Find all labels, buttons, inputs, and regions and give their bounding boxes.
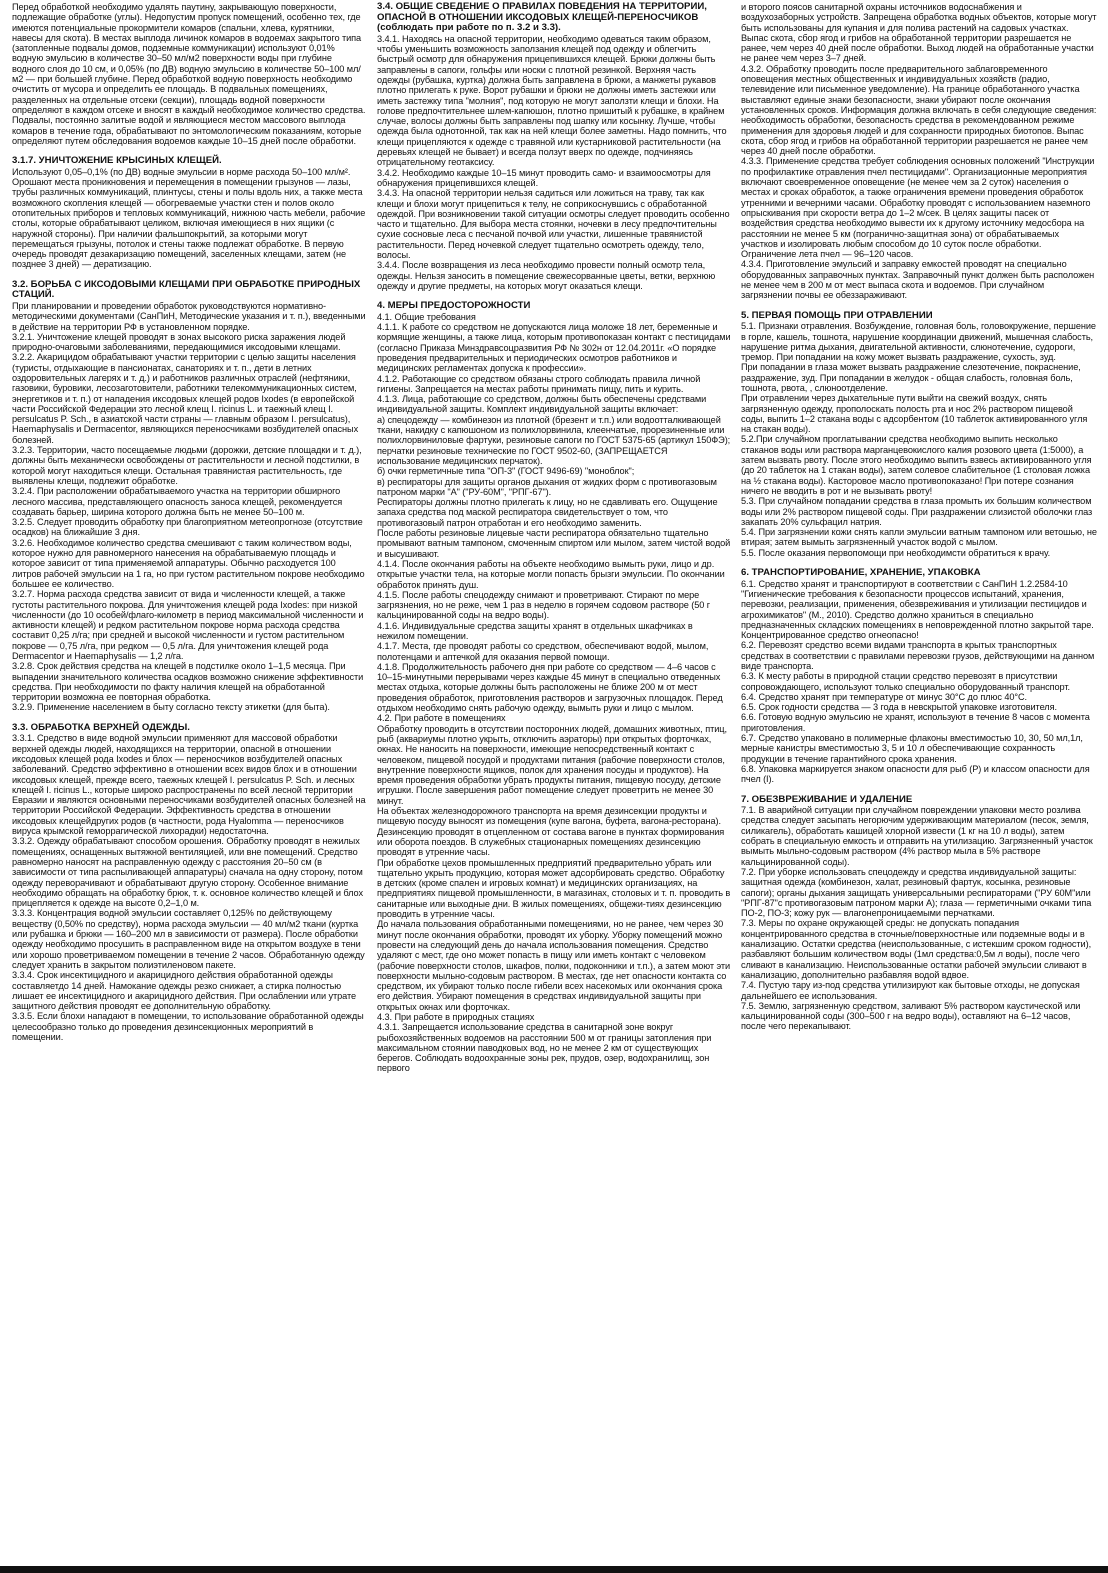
paragraph: 3.2.8. Срок действия средства на клещей в подстилке около 1–1,5 месяца. При выпадении значительного количества осадков возможно снижение эффективности средства. При необходимости по факту наличия клещей на обработанной территории возможна ее повторная обработка. xyxy=(12,661,364,703)
paragraph: 7.1. В аварийной ситуации при случайном повреждении упаковки место розлива средства следует засыпать негорючим удерживающим материалом (песок, земля, силикагель), обработать кашицей хлорной извести (1 кг на 10 л воды), затем собрать в специальную емкость и отправить на утилизацию. Загрязненный участок вымыть мыльно-содовым раствором (4% раствор мыла в 5% растворе кальцинированной соды). xyxy=(741,805,1093,867)
paragraph: 4.1. Общие требования xyxy=(377,311,476,322)
text-column-middle xyxy=(377,2,731,1564)
paragraph: Респираторы должны плотно прилегать к лицу, но не сдавливать его. Ощущение запаха средства под маской респиратора свидетельствует о том, что противогазовый патрон отработан и его необходимо заменить. xyxy=(377,497,718,528)
paragraph: 4.1.1. К работе со средством не допускаются лица моложе 18 лет, беременные и кормящие женщины, а также лица, которым противопоказан контакт с пестицидами (согласно Приказа Минздравсоцразвития РФ № 302н от 12.04.2011г. «О порядке проведения предварительных и периодических осмотров работников и медицинских регламентах допуска к профессии». xyxy=(377,322,731,374)
section-heading: 3.3. ОБРАБОТКА ВЕРХНЕЙ ОДЕЖДЫ. xyxy=(12,721,190,733)
section-heading: 6. ТРАНСПОРТИРОВАНИЕ, ХРАНЕНИЕ, УПАКОВКА xyxy=(741,567,981,579)
paragraph: 6.6. Готовую водную эмульсию не хранят, используют в течение 8 часов с момента приготовления. xyxy=(741,712,1090,733)
paragraph: 6.4. Средство хранят при температуре от минус 30°С до плюс 40°С. xyxy=(741,691,1027,702)
paragraph: 7.5. Землю, загрязненную средством, заливают 5% раствором каустической или кальцинированной соды (300–500 г на ведро воды), оставляют на 6–12 часов, после чего перекапывают. xyxy=(741,1000,1081,1032)
paragraph: 3.3.4. Срок инсектицидного и акарицидного действия обработанной одежды составляетдо 14 дней. Намокание одежды резко снижает, а стирка полностью лишает ее инсектицидного и акарицидного действия. При ослаблении или утрате защитного действия проводят ее дополнительную обработку. xyxy=(12,970,357,1012)
paragraph: 3.2.7. Норма расхода средства зависит от вида и численности клещей, а также густоты растительного покрова. Для уничтожения клещей рода Ixodes: при низкой численности (до 10 особей/флаго-километр в период максимальной численности и активности клещей) и редком растительном покрове норма расхода средства составит 0,25 л/га; при средней и высокой численности и густом растительном покрове — 0,75 л/га, при редком — 0,5 л/га. Для уничтожения клещей рода Dermacentor и Haemaphysalis — 1,2 л/га. xyxy=(12,589,364,661)
paragraph: 6.7. Средство упаковано в полимерные флаконы вместимостью 10, 30, 50 мл,1л, мерные канистры вместимостью 3, 5 и 10 л обеспечивающие сохранность продукции в течение гарантийного срока хранения. xyxy=(741,733,1083,764)
paragraph: 3.3.5. Если блохи нападают в помещении, то использование обработанной одежды целесообразно только до проведения дезинсекционных мероприятий в помещении. xyxy=(12,1011,364,1042)
paragraph: 3.2.2. Акарицидом обрабатывают участки территории с целью защиты населения (туристы, отдыхающие в пансионатах, санаториях и т. п., дети в летних оздоровительных лагерях и т. д.) и работников различных отраслей (нефтяники, газовики, буровики, лесозаготовители, работники телекоммуникационных систем, энергетиков и т. п.) от нападения иксодовых клещей родов Ixodes (в европейской части Российской Федерации это лесной клещ I. ricinus L. и таежный клещ I. persulcatus P. Sch., в азиатской части страны — главным образом I. persulcatus), Haemaphysalis и Dermacentor, являющихся переносчиками возбудителей опасных болезней. xyxy=(12,352,359,445)
paragraph: 6.3. К месту работы в природной стации средство перевозят в присутствии сопровождающего, используют только специально оборудованный транспорт. xyxy=(741,671,1070,692)
paragraph: Используют 0,05–0,1% (по ДВ) водные эмульсии в норме расхода 50–100 мл/м². Орошают места проникновения и перемещения в помещении грызунов — лазы, трубы различных коммуникаций, плинтусы, стены и полы вдоль них, а также места возможного скопления клещей — обогреваемые участки стен и полов около отопительных приборов и тепловых коммуникаций, нижнюю часть мебели, рабочие столы, которые обрабатывают целиком, включая имеющиеся в них ящики (с наружной стороны). При наличии фальшпокрытий, за которыми могут перемещаться грызуны, потолок и стены также подлежат обработке. В первую очередь проводят дезакаризацию помещений, заселенных клещами, затем (не позднее 3 дней) — дератизацию. xyxy=(12,166,366,270)
text-column-left xyxy=(12,2,366,1564)
paragraph: При отравлении через дыхательные пути выйти на свежий воздух, снять загрязненную одежду, прополоскать полость рта и нос 2% раствором пищевой соды, выпить 1–2 стакана воды с адсорбентом (10 таблеток активированного угля на стакан воды). xyxy=(741,393,1088,435)
paragraph: а) спецодежду — комбинезон из плотной (брезент и т.п.) или водоотталкивающей ткани, накидку с капюшоном из полихлорвинила, клеенчатые, прорезиненные или полихлорвиниловые фартуки, резиновые сапоги по ГОСТ 5375-65 (артикул 150ФЭ); перчатки резиновые технические по ГОСТ 9502-60, (ЗАПРЕЩАЕТСЯ использование медицинских перчаток). xyxy=(377,414,731,466)
paragraph: 4.1.4. После окончания работы на объекте необходимо вымыть руки, лицо и др. открытые участки тела, на которые могли попасть брызги эмульсии. По окончании обработок принять душ. xyxy=(377,558,725,590)
paragraph: 5.1. Признаки отравления. Возбуждение, головная боль, головокружение, першение в горле, кашель, тошнота, нарушение координации движений, мышечная слабость, нарушение ритма дыхания, двигательной активности, слюнотечение, судороги, тремор. При попадании на кожу может вызвать раздражение, сухость, зуд. xyxy=(741,321,1096,363)
paragraph: 4.3.1. Запрещается использование средства в санитарной зоне вокруг рыбохозяйственных водоемов на расстоянии 500 м от границы затопления при максимальном стоянии паводковых вод, но не менее 2 км от существующих берегов. Соблюдать водоохранные зоны рек, прудов, озер, водохранилищ, зон первого xyxy=(377,1022,712,1074)
paragraph: 4.3. При работе в природных стациях xyxy=(377,1011,535,1022)
paragraph: и второго поясов санитарной охраны источников водоснабжения и воздухозаборных устройств. Запрещена обработка водных объектов, которые могут быть использованы для купания и для полива растений на садовых участках. Выпас скота, сбор ягод и грибов на обработанной территории разрешается не ранее, чем через 40 дней после обработки. Выход людей на обработанные участки не ранее чем через 3–7 дней. xyxy=(741,2,1097,64)
paragraph: 3.4.2. Необходимо каждые 10–15 минут проводить само- и взаимоосмотры для обнаружения прицепившихся клещей. xyxy=(377,167,711,188)
paragraph: При обработке цехов промышленных предприятий предварительно убрать или тщательно укрыть продукцию, которая может адсорбировать средство. Обработку в детских (кроме спален и игровых комнат) и медицинских организациях, на предприятиях пищевой промышленности, в магазинах, столовых и т. п. проводить в санитарные или выходные дни. В жилых помещениях, общежи-тиях дезинсекцию проводить в утренние часы. xyxy=(377,857,731,920)
section-heading: 3.4. ОБЩИЕ СВЕДЕНИЕ О ПРАВИЛАХ ПОВЕДЕНИЯ НА ТЕРРИТОРИИ, ОПАСНОЙ В ОТНОШЕНИИ ИКСОДОВЫХ КЛЕЩЕЙ-ПЕРЕНОСЧИКОВ (соблюдать при работе по п. 3.2 и 3.3). xyxy=(377,2,707,34)
paragraph: 3.2.5. Следует проводить обработку при благоприятном метеопрогнозе (отсутствие осадков) на ближайшие 3 дня. xyxy=(12,517,363,538)
paragraph: 5.4. При загрязнении кожи снять капли эмульсии ватным тампоном или ветошью, не втирая; затем вымыть загрязненный участок водой с мылом. xyxy=(741,527,1097,548)
text-column-right xyxy=(741,2,1097,1564)
section-heading: 3.2. БОРЬБА С ИКСОДОВЫМИ КЛЕЩАМИ ПРИ ОБРАБОТКЕ ПРИРОДНЫХ СТАЦИЙ. xyxy=(12,278,361,301)
paragraph: 4.1.8. Продолжительность рабочего дня при работе со средством — 4–6 часов с xyxy=(377,661,716,672)
paragraph: 3.4.4. После возвращения из леса необходимо провести полный осмотр тела, одежды. Нельзя заносить в помещение свежесорванные цветы, ветки, верхнюю одежду и другие предметы, на которых могут оказаться клещи. xyxy=(377,260,716,291)
paragraph: 3.4.3. На опасной территории нельзя садиться или ложиться на траву, так как клещи и блохи могут прицепиться к телу, не соприкоснувшись с обработанной одеждой. При возникновении такой ситуации осмотры следует проводить особенно часто и тщательно. Для выбора места стоянки, ночевки в лесу предпочтительны сухие сосновые леса с песчаной почвой или участки, лишенные травянистой растительности. Перед ночевкой следует тщательно осмотреть одежду, тело, волосы. xyxy=(377,188,730,261)
paragraph: б) очки герметичные типа "ОП-3" (ГОСТ 9496-69) "моноблок"; xyxy=(377,466,635,477)
paragraph: 3.4.1. Находясь на опасной территории, необходимо одеваться таким образом, чтобы уменьшить возможность заползания клещей под одежду и облегчить быстрый осмотр для обнаружения прицепившихся клещей. Брюки должны быть заправлены в сапоги, гольфы или носки с плотной резинкой. Верхняя часть одежды (рубашка, куртка) должна быть заправлена в брюки, а манжеты рукавов плотно прилегать к руке. Ворот рубашки и брюки не должны иметь застежки или иметь застежку типа "молния", под которую не могут заползти клещи и блохи. На голове предпочтительнее шлем-капюшон, плотно пришитый к рубашке, в крайнем случае, волосы должны быть заправлены под шапку или косынку. Лучше, чтобы одежда была однотонной, так как на ней клещи более заметны. Надо помнить, что клещи прицепляются к одежде с травяной или кустарниковой растительности (на деревьях клещей не бывает) и всегда ползут вверх по одежде, подчиняясь отрицательному геотаксису. xyxy=(377,33,727,168)
paragraph: 5.3. При случайном попадании средства в глаза промыть их большим количеством воды или 2% раствором пищевой соды. При раздражении слизистой оболочки глаз закапать 20% сульфацил натрия. xyxy=(741,496,1093,527)
paragraph: 3.2.4. При расположении обрабатываемого участка на территории обширного лесного массива, представляющего опасность заноса клещей, рекомендуется создавать барьер, ширина которого должна быть не менее 50–100 м. xyxy=(12,486,343,517)
paragraph: 6.8. Упаковка маркируется знаком опасности для рыб (Р) и классом опасности для пчел (I). xyxy=(741,763,1090,785)
paragraph: 4.1.7. Места, где проводят работы со средством, обеспечивают водой, мылом, полотенцами и аптечкой для оказания первой помощи. xyxy=(377,641,709,662)
paragraph: 6.2. Перевозят средство всеми видами транспорта в крытых транспортных средствах в соответствии с правилами перевозки грузов, действующими на данном виде транспорта. xyxy=(741,640,1095,671)
section-heading: 5. ПЕРВАЯ ПОМОЩЬ ПРИ ОТРАВЛЕНИИ xyxy=(741,309,933,321)
paragraph: 3.2.6. Необходимое количество средства смешивают с таким количеством воды, которое нужно для равномерного нанесения на обрабатываемую площадь и которое зависит от типа применяемой аппаратуры. Обычно расходуется 100 литров рабочей эмульсии на 1 га, но при густом растительном покрове необходимо большее ее количество. xyxy=(12,537,365,589)
paragraph: 10–15-минутными перерывами через каждые 45 минут в специально отведенных местах отдыха, которые должны быть расположены не ближе 200 м от мест проведения обработок, приготовления растворов и загрузочных площадок. Перед отдыхом необходимо снять рабочую одежду, вымыть руки и лицо с мылом. xyxy=(377,672,723,714)
paragraph: 4.1.6. Индивидуальные средства защиты хранят в отдельных шкафчиках в нежилом помещении. xyxy=(377,620,693,641)
paragraph: 7.2. При уборке использовать спецодежду и средства индивидуальной защиты: защитная одежда (комбинезон, халат, резиновый фартук, косынка, резиновые сапоги); органы дыхания защищать универсальными респираторами ("РУ 60М"или "РПГ-87"с противогазовым патроном марки А); глаза — герметичными очками типа ПО-2, ПО-3; кожу рук — влагонепроницаемыми перчатками. xyxy=(741,866,1092,919)
paragraph: 3.2.9. Применение населением в быту согласно тексту этикетки (для быта). xyxy=(12,702,330,713)
paragraph: 4.1.2. Работающие со средством обязаны строго соблюдать правила личной гигиены. Запрещается на местах работы принимать пищу, пить и курить. xyxy=(377,373,701,394)
paragraph: 3.3.1. Средство в виде водной эмульсии применяют для массовой обработки верхней одежды людей, находящихся на территории, опасной в отношении иксодовых клещей рода Ixodes и блох — переносчиков возбудителей опасных заболеваний. Средство эффективно в отношении всех видов блох и в отношении иксодовых клещей, прежде всего, таежных клещей I. persulcatus P. Sch. и лесных клещей I. ricinus L., которые широко распространены по всей лесной территории Евразии и являются основными переносчиками возбудителей опасных болезней на территории Российской Федерации. Эффективность средства в отношении иксодовых клещейдругих родов (в частности, рода Hyalomma — переносчиков вируса крымской геморрагической лихорадки) недостаточна. xyxy=(12,733,366,837)
paragraph: Перед обработкой необходимо удалять паутину, закрывающую поверхности, подлежащие обработке (углы). Недопустим пропуск помещений, особенно тех, где имеются потенциальные прокормители комаров (спальни, хлева, курятники, навесы для скота). В местах выплода личинок комаров в водоемах закрытого типа (затопленные подвалы домов, подземные коммуникации) используют 0,01% водную эмульсию в количестве 30–50 мл/м2 поверхности воды при глубине водного слоя до 10 см, и 0,05% (по ДВ) водную эмульсию в количестве 50–100 мл/м2 — при большей глубине. Перед обработкой водную поверхность необходимо очистить от мусора и определить ее площадь. В подвальных помещениях, разделенных на отдельные отсеки (секции), площадь водной поверхности определяют в каждом отсеке и вносят в каждый необходимое количество средства. Подвалы, постоянно залитые водой и являющиеся местом массового выплода комаров в течение года, обрабатывают по энтомологическим показаниям, которые определяют путем обследования водоемов каждые 10–15 дней после обработки. xyxy=(12,2,366,146)
paragraph: При планировании и проведении обработок руководствуются нормативно-методическими документами (СанПиН, Методические указания и т. п.), введенными в действие на территории РФ в установленном порядке. xyxy=(12,300,366,332)
paragraph: 4.2. При работе в помещениях xyxy=(377,713,506,724)
paragraph: 3.2.3. Территории, часто посещаемые людьми (дорожки, детские площадки и т. д.), должны быть механически освобождены от растительности и лесной подстилки, в которой могут находиться клещи. Остальная травянистая растительность, где выявлены клещи, подлежит обработке. xyxy=(12,445,362,486)
paragraph: 3.2.1. Уничтожение клещей проводят в зонах высокого риска заражения людей природно-очаговыми заболеваниями, передающимися иксодовыми клещами. xyxy=(12,331,346,353)
paragraph: в) респираторы для защиты органов дыхания от жидких форм с противогазовым патроном марки "А" ("РУ-60М", "РПГ-67"). xyxy=(377,476,717,497)
paragraph: 3.3.2. Одежду обрабатывают способом орошения. Обработку проводят в нежилых помещениях, оснащенных вытяжной вентиляцией, или вне помещений. Средство равномерно наносят на расправленную одежду с расстояния 20–50 см (в зависимости от типа распыливающей аппаратуры) сначала на одну сторону, потом одежду переворачивают и обрабатывают другую сторону. Особенное внимание необходимо обращать на обработку брюк, т. к. основное количество клещей и блох прицепляется к одежде на высоте 0,2–1,0 м. xyxy=(12,836,363,909)
paragraph: 4.1.5. После работы спецодежду снимают и проветривают. Стирают по мере загрязнения, но не реже, чем 1 раз в неделю в горячем содовом растворе (50 г кальцинированной соды на ведро воды). xyxy=(377,589,711,621)
paragraph: 6.1. Средство хранят и транспортируют в соответствии с СанПиН 1.2.2584-10 "Гигиенические требования к безопасности процессов испытаний, хранения, перевозки, реализации, применения, обезвреживания и утилизации пестицидов и агрохимикатов" (М., 2010). Средство должно храниться в специально предназначенных складских помещениях в неповрежденной плотно закрытой таре. Концентрированное средство огнеопасно! xyxy=(741,578,1094,641)
paragraph: 7.4. Пустую тару из-под средства утилизируют как бытовые отходы, не допуская дальнейшего ее использования. xyxy=(741,980,1080,1001)
paragraph: При попадании в глаза может вызвать раздражение слезотечение, покраснение, раздражение, зуд. При попадании в желудок - общая слабость, головная боль, тошнота, рвота, , слюноотделение. xyxy=(741,362,1081,393)
bottom-rule xyxy=(0,1566,1108,1573)
section-heading: 4. МЕРЫ ПРЕДОСТОРОЖНОСТИ xyxy=(377,300,531,312)
paragraph: 5.2.При случайном проглатывании средства необходимо выпить несколько стаканов воды или раствора марганцевокислого калия розового цвета (1:5000), а затем вызвать рвоту. После этого необходимо выпить взвесь активированного угля (до 20 таблеток на 1 стакан воды), затем солевое слабительное (1 столовая ложка на ½ стакана воды). Касторовое масло противопоказано! При потере сознания ничего не вводить в рот и не вызывать рвоту! xyxy=(741,434,1092,496)
paragraph: 4.3.3. Применение средства требует соблюдения основных положений "Инструкции по профилактике отравления пчел пестицидами". Организационные мероприятия включают своевременное оповещение (не менее чем за 2 суток) населения о местах и сроках обработок, а также ограничения времени проведения обработок утренними и вечерними часами. Обработку проводят с использованием наземного опрыскивания при скорости ветра до 1–2 м/сек. В целях защиты пасек от воздействия средства необходимо вывести их к другому источнику медосбора на расстоянии не менее 5 км (погранично-защитная зона) от обрабатываемых участков и изолировать любым способом до 10 суток после обработки. Ограничение лета пчел — 96–120 часов. xyxy=(741,156,1095,260)
section-heading: 7. ОБЕЗВРЕЖИВАНИЕ И УДАЛЕНИЕ xyxy=(741,793,913,805)
paragraph: 5.5. После оказания первопомощи при необходимсти обратиться к врачу. xyxy=(741,547,1051,558)
paragraph: Обработку проводить в отсутствии посторонних людей, домашних животных, птиц, рыб (аквариумы плотно укрыть, отключить аэраторы) при открытых форточках, окнах. Не наносить на поверхности, имеющие непосредственный контакт с человеком, пищевой посудой и продуктами питания (рабочие поверхности столов, внутренние поверхности ящиков, полок для хранения посуды и продуктов). На время проведения обработки убрать продукты питания, пищевую посуду, детские игрушки. После завершения работ помещение следует проветрить не менее 30 минут. xyxy=(377,723,727,806)
paragraph: После работы резиновые лицевые части респиратора обязательно тщательно промывают ватным тампоном, смоченным спиртом или мылом, затем чистой водой и высушивают. xyxy=(377,528,731,559)
paragraph: На объектах железнодорожного транспорта на время дезинсекции продукты и пищевую посуду выносят из помещения (купе вагона, буфета, вагона-ресторана). Дезинсекцию проводят в отцепленном от состава вагоне в пунктах формирования или оборота поездов. В служебных стационарных помещениях дезинсекцию проводят в утренние часы. xyxy=(377,806,725,858)
paragraph: 4.1.3. Лица, работающие со средством, должны быть обеспечены средствами индивидуальной защиты. Комплект индивидуальной защиты включает: xyxy=(377,394,707,415)
section-heading: 3.1.7. УНИЧТОЖЕНИЕ КРЫСИНЫХ КЛЕЩЕЙ. xyxy=(12,155,222,167)
paragraph: 7.3. Меры по охране окружающей среды: не допускать попадания концентрированного средства в сточные/поверхностные или подземные воды и в канализацию. Остатки средства (неиспользованные, с истекшим сроком годности), разбавляют большим количеством воды (1мл средства:0,5м л воды), после чего сливают в канализацию. Неиспользованные остатки рабочей эмульсии сливают в канализацию, дополнительно разбавляя водой вдвое. xyxy=(741,918,1092,980)
paragraph: До начала пользования обработанными помещениями, но не ранее, чем через 30 минут после окончания обработки, проводят их уборку. Уборку помещений можно провести на следующий день до начала использования помещения. Средство удаляют с мест, где оно может попасть в пищу или иметь контакт с человеком (рабочие поверхности столов, шкафов, полки, подоконники и т.п.), а затем моют эти поверхности мыльно-содовым раствором. В местах, где нет опасности контакта со средством, их убирают только после гибели всех насекомых или окончания срока его действия. Убирают помещения в средствах индивидуальной защиты при открытых окнах или форточках. xyxy=(377,919,731,1012)
paragraph: 3.3.3. Концентрация водной эмульсии составляет 0,125% по действующему веществу (0,50% по средству), норма расхода эмульсии — 40 мл/м2 ткани (куртка или рубашка и брюки — 160–200 мл в зависимости от размера). После обработки одежду необходимо просушить в расправленном виде на открытом воздухе в тени или хорошо проветриваемом помещении в течение 2 часов. Обработанную одежду следует хранить в закрытом полиэтиленовом пакете. xyxy=(12,908,365,970)
paragraph: 4.3.4. Приготовление эмульсий и заправку емкостей проводят на специально оборудованных заправочных пунктах. Заправочный пункт должен быть расположен не менее чем в 200 м от мест выпаса скота и водоемов. При случайном загрязнении почвы ее обеззараживают. xyxy=(741,259,1095,301)
paragraph: 4.3.2. Обработку проводить после предварительного заблаговременного оповещения местных общественных и индивидуальных хозяйств (радио, телевидение или письменное уведомление). На границе обработанного участка выставляют единые знаки безопасности, знаки убирают после окончания установленных сроков. Информация должна включать в себя следующие сведения: необходимость обработки, безопасность средства в рекомендованном режиме применения для здоровья людей и для сохранности природных биотопов. Выпас скота, сбор ягод и грибов на обработанной территории разрешается не ранее чем через 40 дней после обработки. xyxy=(741,63,1097,157)
paragraph: 6.5. Срок годности средства — 3 года в невскрытой упаковке изготовителя. xyxy=(741,702,1057,713)
